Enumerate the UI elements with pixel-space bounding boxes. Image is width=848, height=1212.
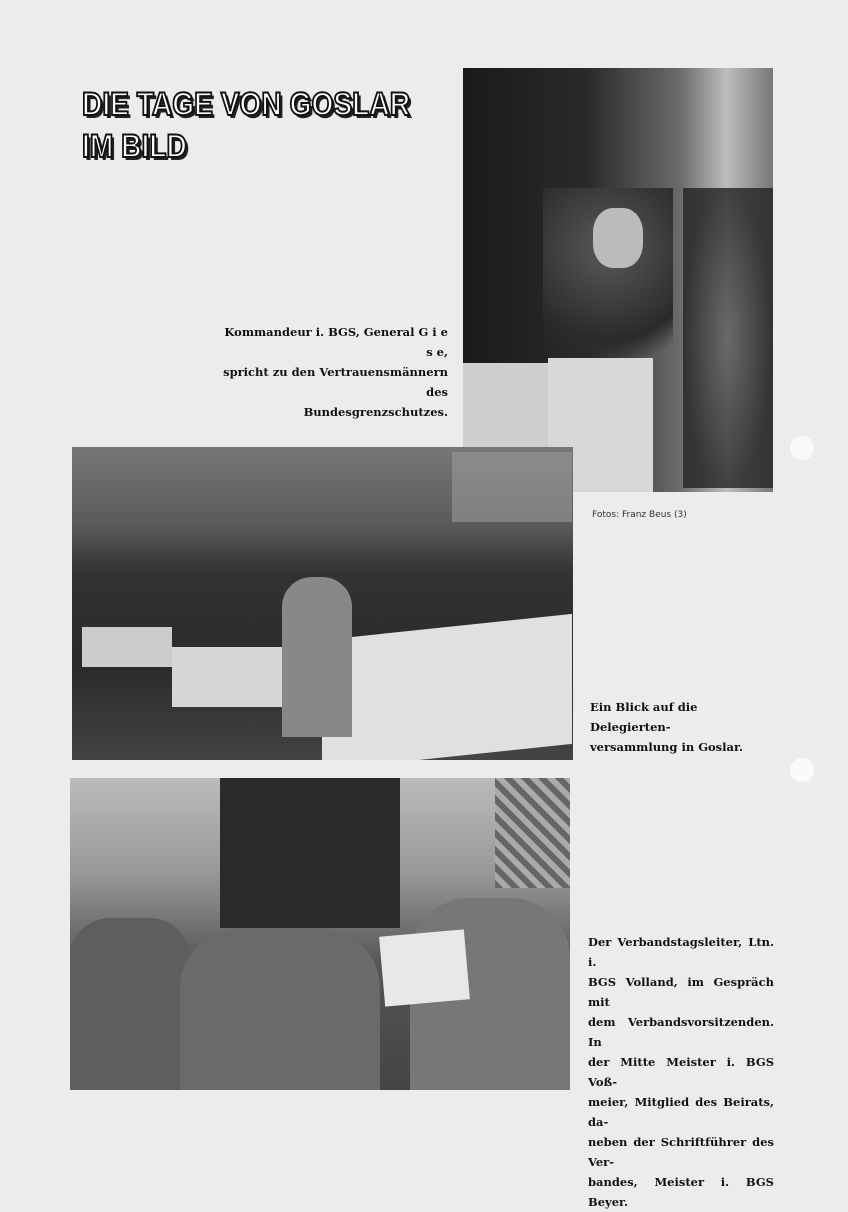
caption-photo1 (222, 322, 448, 422)
punch-hole (790, 436, 814, 460)
caption-line: BGS Volland, im Gespräch mit (588, 975, 774, 1009)
page-title-line2: IM BILD (82, 128, 187, 164)
caption-line: Bundesgrenzschutzes. (303, 405, 448, 419)
caption-line: Ein Blick auf die Delegierten- (590, 700, 698, 734)
caption-line: neben der Schriftführer des Ver- (588, 1135, 774, 1169)
caption-line: der Mitte Meister i. BGS Voß- (588, 1055, 774, 1089)
caption-line: Kommandeur i. BGS, General G i e s e, (224, 325, 448, 359)
photo-general-speaking (463, 68, 773, 492)
caption-line: spricht zu den Vertrauensmännern des (223, 365, 448, 399)
photo-credit: Fotos: Franz Beus (3) (592, 510, 687, 520)
caption-line: versammlung in Goslar. (590, 740, 743, 754)
photo-meeting-conversation (70, 778, 570, 1090)
caption-line: Der Verbandstagsleiter, Ltn. i. (588, 935, 774, 969)
page-title-line1: DIE TAGE VON GOSLAR (82, 86, 411, 122)
caption-line: dem Verbandsvorsitzenden. In (588, 1015, 774, 1049)
caption-photo3 (588, 932, 774, 1212)
caption-line: meier, Mitglied des Beirats, da- (588, 1095, 774, 1129)
caption-line: bandes, Meister i. BGS Beyer. (588, 1175, 774, 1209)
caption-photo2 (590, 697, 775, 757)
punch-hole (790, 758, 814, 782)
photo-delegates-assembly (72, 447, 573, 760)
